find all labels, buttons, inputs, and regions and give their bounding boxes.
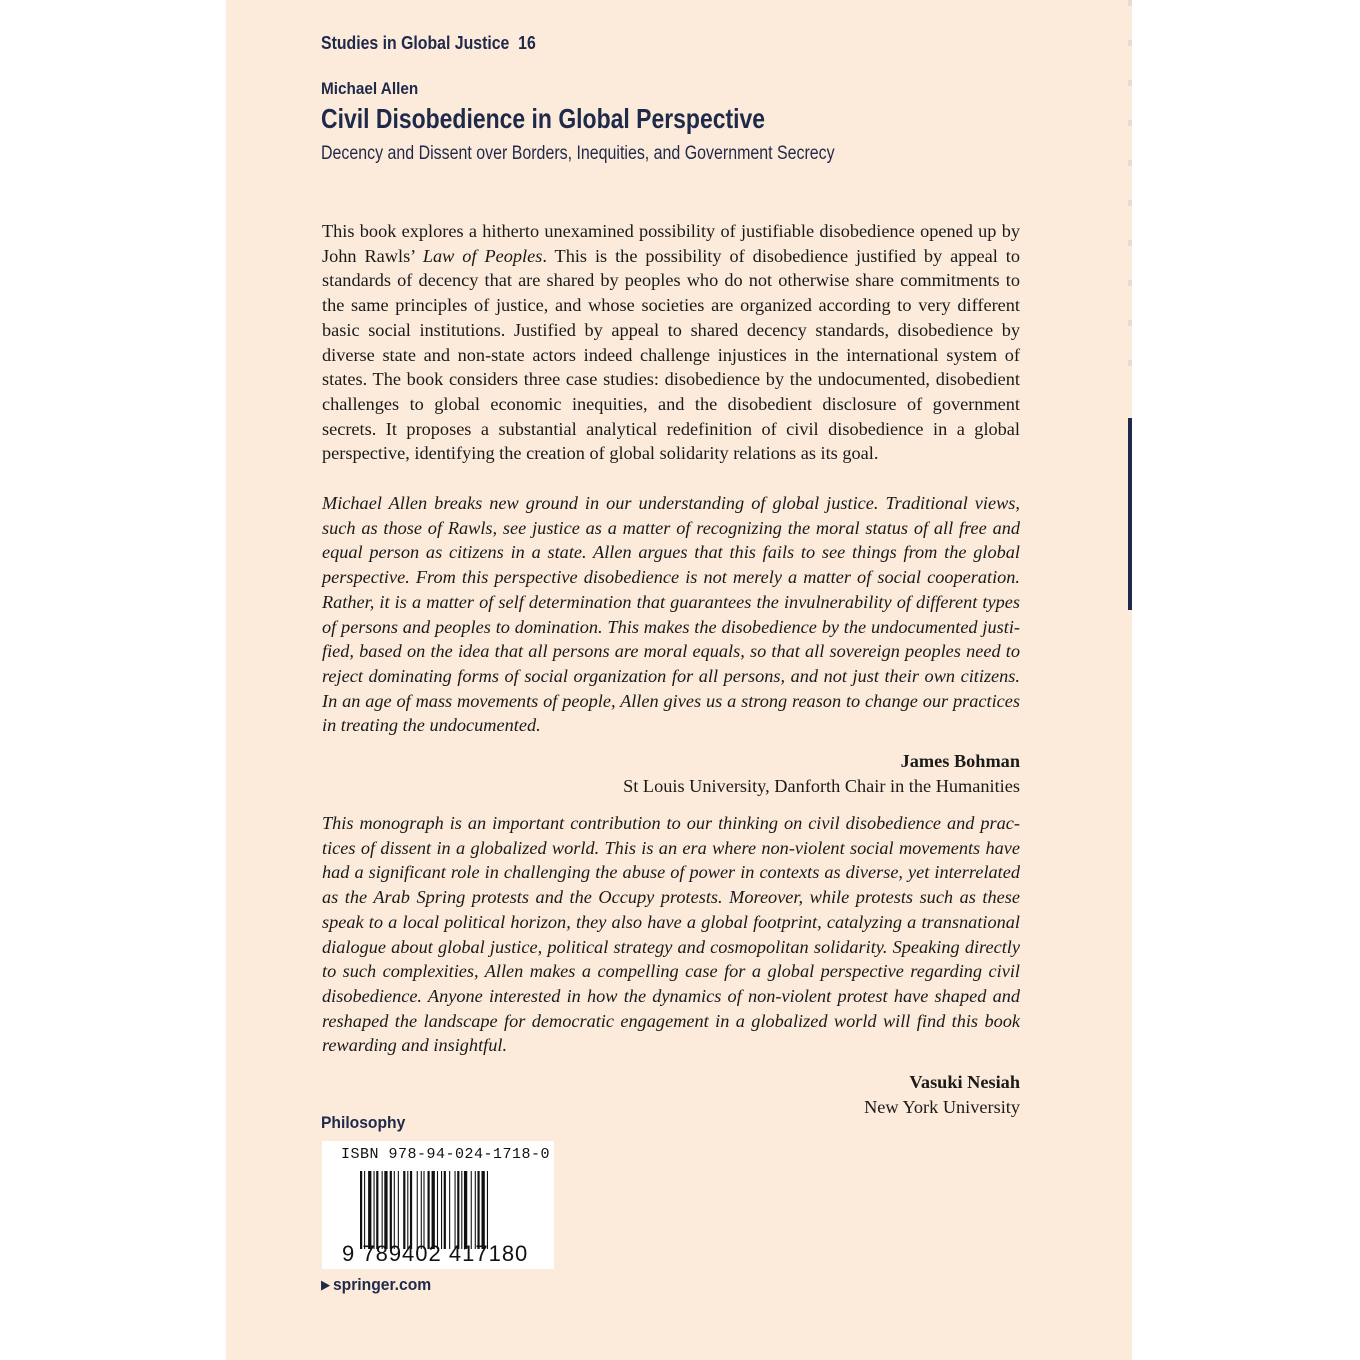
book-subtitle: Decency and Dissent over Borders, Inequities, and Government Secrecy [321,143,835,164]
barcode-bar [432,1171,435,1249]
series-name: Studies in Global Justice [321,33,510,53]
barcode-bar [360,1171,362,1249]
description-text-1: This book explores a hitherto unexamined possibility of justifiable disobedience opened up by John Rawls’ [322,221,1020,266]
barcode-bar [457,1171,459,1249]
barcode-bar [444,1171,446,1249]
barcode-bar [382,1171,383,1249]
series-title [321,33,536,54]
barcode-bar [487,1171,488,1249]
barcode-bar [376,1171,378,1249]
barcode-bar [403,1171,405,1249]
barcode-bar [390,1171,392,1249]
barcode-bar [368,1171,371,1249]
description-text-2: . This is the possibility of disobedience justified by appeal to standards of decency that are shared by peoples who do not otherwise share commitments to the same principles of justice, and whose societies are organized according to very different basic social institutions. Justified by appeal to shared decency standards, disobedience by diverse state and non-state actors indeed challenge injustices in the international system of states. The book considers three case studies: disobedience by the undocumented, disobedient challenges to global economic inequities, and the disobedient disclosure of government secrets. It proposes a substantial analytical redefinition of civil disobedience in a global perspective, identifying the creation of global solidarity relations as its goal. [322,245,1020,464]
barcode-bar [407,1171,408,1249]
triangle-right-icon: ▶ [321,1277,331,1292]
reviewer-name-2: Vasuki Nesiah [909,1072,1020,1092]
barcode-bar [384,1171,387,1249]
barcode-bar [417,1171,418,1249]
author: Michael Allen [321,79,419,98]
barcode-bar [475,1171,476,1249]
isbn-digits: 9 789402 417180 [342,1241,529,1266]
review-quote-1: Michael Allen breaks new ground in our understanding of global justice. Traditional views, such as those of Rawls, see justice as a matter of recognizing the moral status of all free and equal person as citizens in a state. Allen argues that this fails to see things from the global perspective. From this perspective disobedience is not merely a matter of social cooperation. Rather, it is a matter of self determination that guarantees the invulnerability of different types of persons and peoples to domination. This makes the disobedience by the undocumented justified, based on the idea that all persons are moral equals, so that all sovereign peoples need to reject dominating forms of social organization for all persons, and not just their own citizens. In an age of mass movements of people, Allen gives us a strong reason to change our practices in treating the undocumented. [322,493,1020,736]
barcode-bar [428,1171,430,1249]
spine-edge [1128,418,1132,610]
barcode-bar [421,1171,422,1249]
barcode-bar [464,1171,467,1249]
isbn-barcode [322,1141,554,1269]
series-number: 16 [518,33,536,53]
barcode-bar [423,1171,424,1249]
barcode-bar [477,1171,479,1249]
barcode-bar [461,1171,462,1249]
barcode-bars [360,1171,532,1249]
barcode-bar [410,1171,412,1249]
barcode-bar [471,1171,472,1249]
reviewer-affiliation-2: New York University [864,1097,1020,1117]
barcode-bar [394,1171,395,1249]
isbn-label: ISBN 978-94-024-1718-0 [341,1146,551,1163]
barcode-bar [449,1171,450,1249]
reviewer-affiliation-1: St Louis University, Danforth Chair in the Humanities [623,776,1020,796]
barcode-bar [441,1171,442,1249]
barcode-bar [455,1171,456,1249]
publisher-link[interactable] [321,1275,431,1295]
publisher-url: springer.com [332,1275,432,1294]
review-attribution-1 [520,749,1020,799]
book-description [322,219,1020,466]
review-quote-2: This monograph is an important contribution to our thinking on civil disobedience and practices of dissent in a globalized world. This is an era where non-violent social movements have had a significant role in challenging the abuse of power in contexts as diverse, yet interrelated as the Arab Spring protests and the Occupy protests. Moreover, while protests such as these speak to a local political horizon, they also have a global footprint, catalyzing a transnational dialogue about global justice, political strategy and cosmopolitan solidarity. Speaking directly to such complexities, Allen makes a compelling case for a global perspective regarding civil disobedience. Anyone interested in how the dynamics of non-violent protest have shaped and reshaped the landscape for democratic engagement in a globalized world will find this book rewarding and insightful. [322,813,1020,1056]
description-italic-title: Law of Peoples [422,245,543,266]
barcode-bar [482,1171,485,1249]
subject-category: Philosophy [321,1113,406,1132]
book-title: Civil Disobedience in Global Perspective [321,103,766,134]
barcode-bar [437,1171,438,1249]
reviewer-name-1: James Bohman [900,751,1020,771]
cover-edge-marks [1128,0,1132,400]
barcode-bar [364,1171,365,1249]
barcode-bar [398,1171,399,1249]
review-attribution-2 [520,1070,1020,1120]
barcode-bar [374,1171,375,1249]
